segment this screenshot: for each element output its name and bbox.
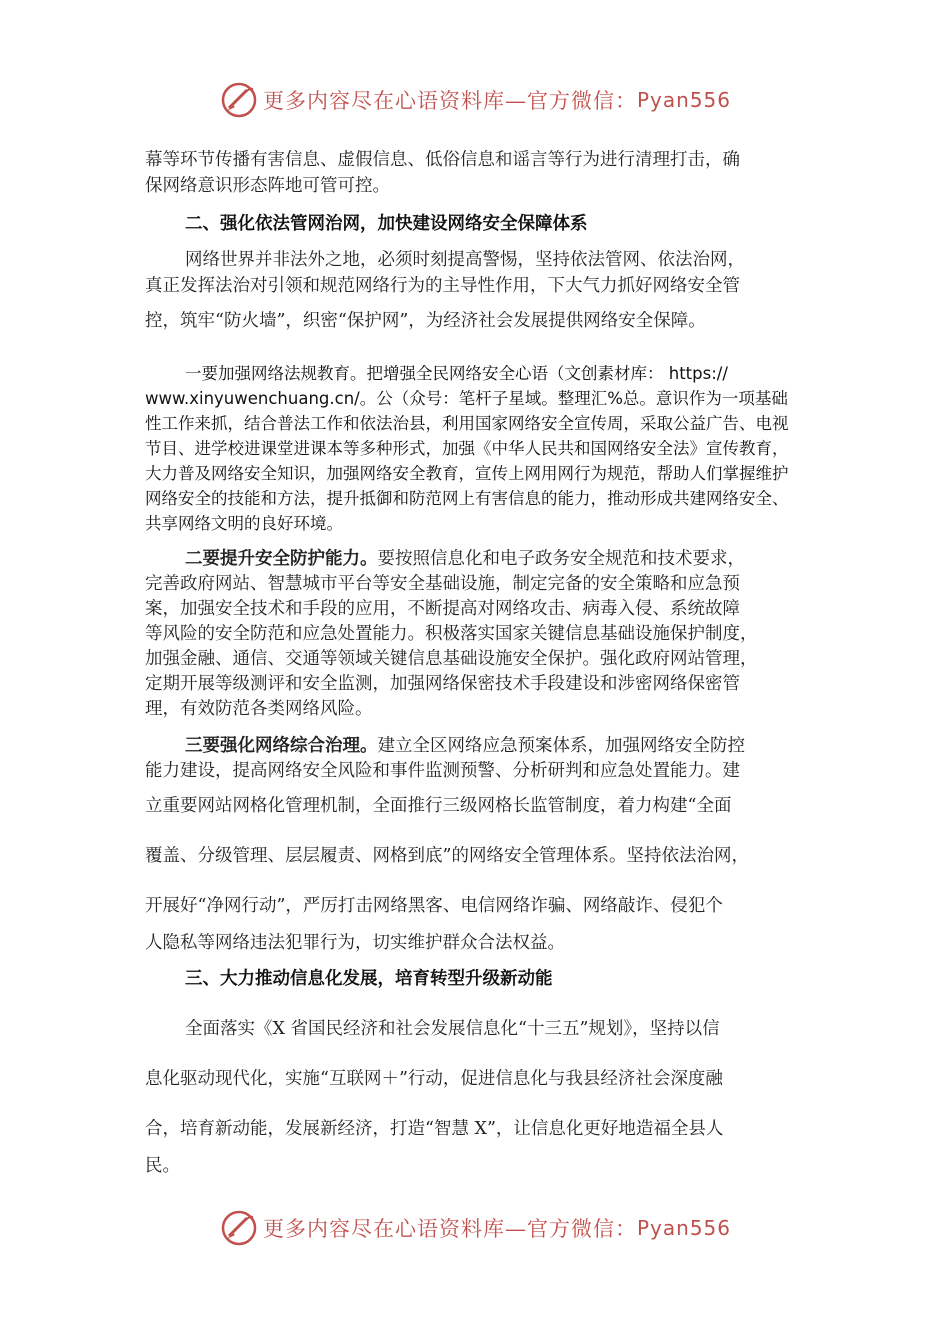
banner-wechat-id: Pyan556 xyxy=(636,88,731,112)
body-text-line: 全面落实《X 省国民经济和社会发展信息化“十三五”规划》，坚持以信 xyxy=(185,1019,720,1039)
body-text-line: 定期开展等级测评和安全监测，加强网络保密技术手段建设和涉密网络保密管 xyxy=(145,674,740,694)
body-text-line: 覆盖、分级管理、层层履责、网格到底”的网络安全管理体系。坚持依法治网， xyxy=(145,846,749,866)
body-text-line: 保网络意识形态阵地可管可控。 xyxy=(145,176,390,196)
paragraph-lead: 三要强化网络综合治理。 xyxy=(185,736,378,756)
body-text-line: 理，有效防范各类网络风险。 xyxy=(145,699,373,719)
body-text-line: 开展好“净网行动”，严厉打击网络黑客、电信网络诈骗、网络敲诈、侵犯个 xyxy=(145,896,723,916)
body-text-line xyxy=(185,545,745,570)
section-heading-3: 三、大力推动信息化发展，培育转型升级新动能 xyxy=(185,969,553,989)
pen-logo-icon xyxy=(219,1208,259,1248)
body-text-line: 网络世界并非法外之地，必须时刻提高警惕，坚持依法管网、依法治网， xyxy=(185,250,745,270)
body-text-line xyxy=(185,732,745,757)
paragraph-text: 要按照信息化和电子政务安全规范和技术要求， xyxy=(377,549,745,569)
paragraph-text: 建立全区网络应急预案体系，加强网络安全防控 xyxy=(377,736,745,756)
banner-wechat-id: Pyan556 xyxy=(636,1216,731,1240)
body-text-line: 加强金融、通信、交通等领域关键信息基础设施安全保护。强化政府网站管理， xyxy=(145,649,758,669)
paragraph-lead: 二要提升安全防护能力。 xyxy=(185,549,378,569)
body-text-line: 真正发挥法治对引领和规范网络行为的主导性作用，下大气力抓好网络安全管 xyxy=(145,276,740,296)
body-text-line: 等风险的安全防范和应急处置能力。积极落实国家关键信息基础设施保护制度， xyxy=(145,624,758,644)
body-text-line: 控，筑牢“防火墙”，织密“保护网”，为经济社会发展提供网络安全保障。 xyxy=(145,311,706,331)
body-text-line: 大力普及网络安全知识，加强网络安全教育，宣传上网用网行为规范，帮助人们掌握维护 xyxy=(145,464,789,483)
body-text-line: 共享网络文明的良好环境。 xyxy=(145,514,343,533)
body-text-line: 案，加强安全技术和手段的应用，不断提高对网络攻击、病毒入侵、系统故障 xyxy=(145,599,740,619)
body-text-line: 人隐私等网络违法犯罪行为，切实维护群众合法权益。 xyxy=(145,933,565,953)
body-text-line: 完善政府网站、智慧城市平台等安全基础设施，制定完备的安全策略和应急预 xyxy=(145,574,740,594)
body-text-line: 一要加强网络法规教育。把增强全民网络安全心语（文创素材库： https:// xyxy=(185,364,728,383)
pen-logo-icon xyxy=(219,80,259,120)
body-text-line: 能力建设，提高网络安全风险和事件监测预警、分析研判和应急处置能力。建 xyxy=(145,761,740,781)
footer-banner xyxy=(0,1203,950,1253)
banner-text: 更多内容尽在心语资料库—官方微信： xyxy=(262,1217,637,1241)
body-text-line: www.xinyuwenchuang.cn/。公（众号：笔杆子星域。整理汇%总。意识作为一项基础 xyxy=(145,389,788,408)
body-text-line: 性工作来抓，结合普法工作和依法治县，利用国家网络安全宣传周，采取公益广告、电视 xyxy=(145,414,789,433)
body-text-line: 网络安全的技能和方法，提升抵御和防范网上有害信息的能力，推动形成共建网络安全、 xyxy=(145,489,789,508)
section-heading-2: 二、强化依法管网治网，加快建设网络安全保障体系 xyxy=(185,214,588,234)
body-text-line: 合，培育新动能，发展新经济，打造“智慧 X”，让信息化更好地造福全县人 xyxy=(145,1119,724,1139)
body-text-line: 幕等环节传播有害信息、虚假信息、低俗信息和谣言等行为进行清理打击，确 xyxy=(145,150,740,170)
body-text-line: 息化驱动现代化，实施“互联网＋”行动，促进信息化与我县经济社会深度融 xyxy=(145,1069,723,1089)
header-banner xyxy=(0,75,950,125)
banner-text: 更多内容尽在心语资料库—官方微信： xyxy=(262,89,637,113)
body-text-line: 节目、进学校进课堂进课本等多种形式，加强《中华人民共和国网络安全法》宣传教育， xyxy=(145,439,789,458)
body-text-line: 立重要网站网格化管理机制，全面推行三级网格长监管制度，着力构建“全面 xyxy=(145,796,732,816)
body-text-line: 民。 xyxy=(145,1156,180,1176)
